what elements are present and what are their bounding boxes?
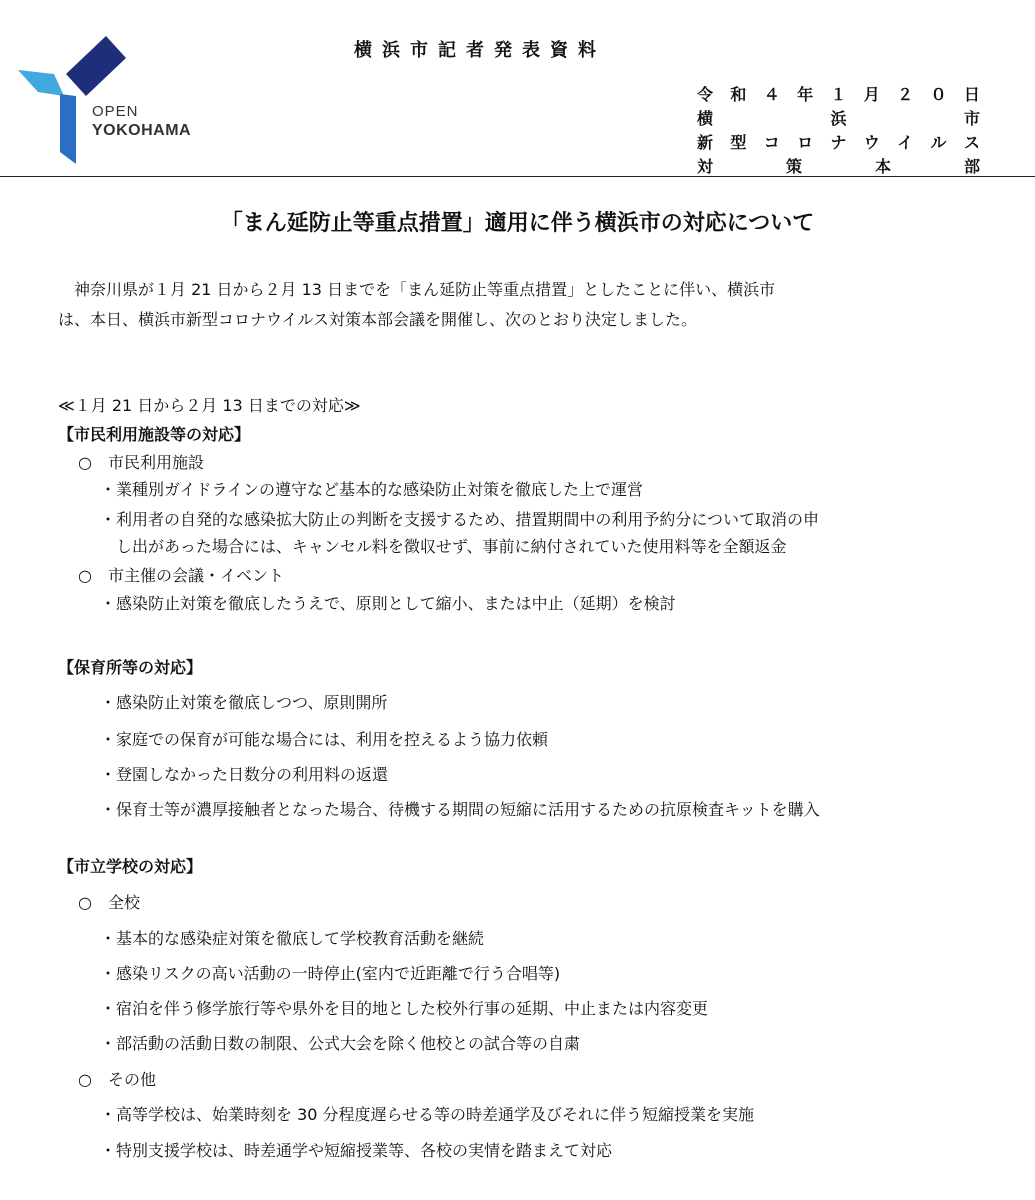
- subheading-city-events: ○ 市主催の会議・イベント: [78, 566, 284, 585]
- section-heading-schools: 【市立学校の対応】: [58, 857, 203, 876]
- list-item: ・特別支援学校は、時差通学や短縮授業等、各校の実情を踏まえて対応: [100, 1141, 613, 1160]
- issuer-block: [697, 83, 980, 179]
- issuer-char: 月: [863, 85, 880, 104]
- issuer-char: ２: [897, 85, 914, 104]
- header-divider: [0, 176, 1035, 177]
- issuer-char: ０: [930, 85, 947, 104]
- issuer-char: 策: [785, 157, 802, 176]
- list-item: ・感染防止対策を徹底しつつ、原則開所: [100, 693, 388, 712]
- issuer-char: 新: [697, 133, 714, 152]
- period-heading: ≪１月 21 日から２月 13 日までの対応≫: [58, 396, 361, 415]
- list-item: ・登園しなかった日数分の利用料の返還: [100, 765, 389, 784]
- issuer-date-line: [697, 83, 980, 107]
- issuer-char: 和: [730, 85, 747, 104]
- intro-line: 神奈川県が１月 21 日から２月 13 日までを「まん延防止等重点措置」としたことに伴い、横浜市: [58, 280, 776, 299]
- list-item: ・保育士等が濃厚接触者となった場合、待機する期間の短縮に活用するための抗原検査キットを購入: [100, 800, 820, 819]
- list-item: ・高等学校は、始業時刻を 30 分程度遅らせる等の時差通学及びそれに伴う短縮授業を実施: [100, 1105, 755, 1124]
- subheading-all-schools: ○ 全校: [78, 893, 140, 912]
- issuer-char: 年: [797, 85, 814, 104]
- list-item: ・家庭での保育が可能な場合には、利用を控えるよう協力依頼: [100, 730, 549, 749]
- list-item: ・基本的な感染症対策を徹底して学校教育活動を継続: [100, 929, 485, 948]
- subheading-other-schools: ○ その他: [78, 1070, 156, 1089]
- open-yokohama-logo: [14, 30, 194, 170]
- intro-paragraph: [58, 275, 958, 335]
- issuer-city-line: [697, 107, 980, 131]
- logo-text-open: OPEN: [92, 103, 139, 120]
- issuer-char: 浜: [830, 109, 847, 128]
- list-item: ・感染防止対策を徹底したうえで、原則として縮小、または中止（延期）を検討: [100, 594, 676, 613]
- list-item: し出があった場合には、キャンセル料を徴収せず、事前に納付されていた使用料等を全額返金: [100, 537, 787, 556]
- issuer-char: 市: [963, 109, 980, 128]
- section-heading-civic: 【市民利用施設等の対応】: [58, 425, 251, 444]
- list-item: ・感染リスクの高い活動の一時停止(室内で近距離で行う合唱等): [100, 964, 561, 983]
- issuer-char: ウ: [863, 133, 880, 152]
- logo-mark-icon: [14, 30, 194, 170]
- logo-text-yokohama: YOKOHAMA: [92, 122, 192, 139]
- issuer-char: コ: [763, 133, 780, 152]
- issuer-char: ス: [963, 133, 980, 152]
- issuer-char: ナ: [830, 133, 847, 152]
- subheading-civic-facilities: ○ 市民利用施設: [78, 453, 204, 472]
- issuer-dept-line1: [697, 131, 980, 155]
- document-type-label: 横浜市記者発表資料: [354, 40, 606, 61]
- list-item: ・部活動の活動日数の制限、公式大会を除く他校との試合等の自粛: [100, 1034, 581, 1053]
- issuer-char: ロ: [797, 133, 814, 152]
- issuer-char: 令: [697, 85, 714, 104]
- issuer-char: 横: [697, 109, 714, 128]
- issuer-char: 日: [963, 85, 980, 104]
- list-item: ・宿泊を伴う修学旅行等や県外を目的地とした校外行事の延期、中止または内容変更: [100, 999, 709, 1018]
- issuer-char: 本: [874, 157, 891, 176]
- section-heading-nursery: 【保育所等の対応】: [58, 658, 203, 677]
- document-title: 「まん延防止等重点措置」適用に伴う横浜市の対応について: [220, 211, 815, 236]
- issuer-char: イ: [897, 133, 914, 152]
- list-item: ・業種別ガイドラインの遵守など基本的な感染防止対策を徹底した上で運営: [100, 480, 644, 499]
- issuer-char: 部: [963, 157, 980, 176]
- intro-line: は、本日、横浜市新型コロナウイルス対策本部会議を開催し、次のとおり決定しました。: [58, 310, 698, 329]
- issuer-char: ４: [763, 85, 780, 104]
- issuer-char: ル: [930, 133, 947, 152]
- list-item: ・利用者の自発的な感染拡大防止の判断を支援するため、措置期間中の利用予約分について取消の申: [100, 510, 820, 529]
- issuer-char: 型: [730, 133, 747, 152]
- issuer-char: １: [830, 85, 847, 104]
- issuer-char: 対: [697, 157, 714, 176]
